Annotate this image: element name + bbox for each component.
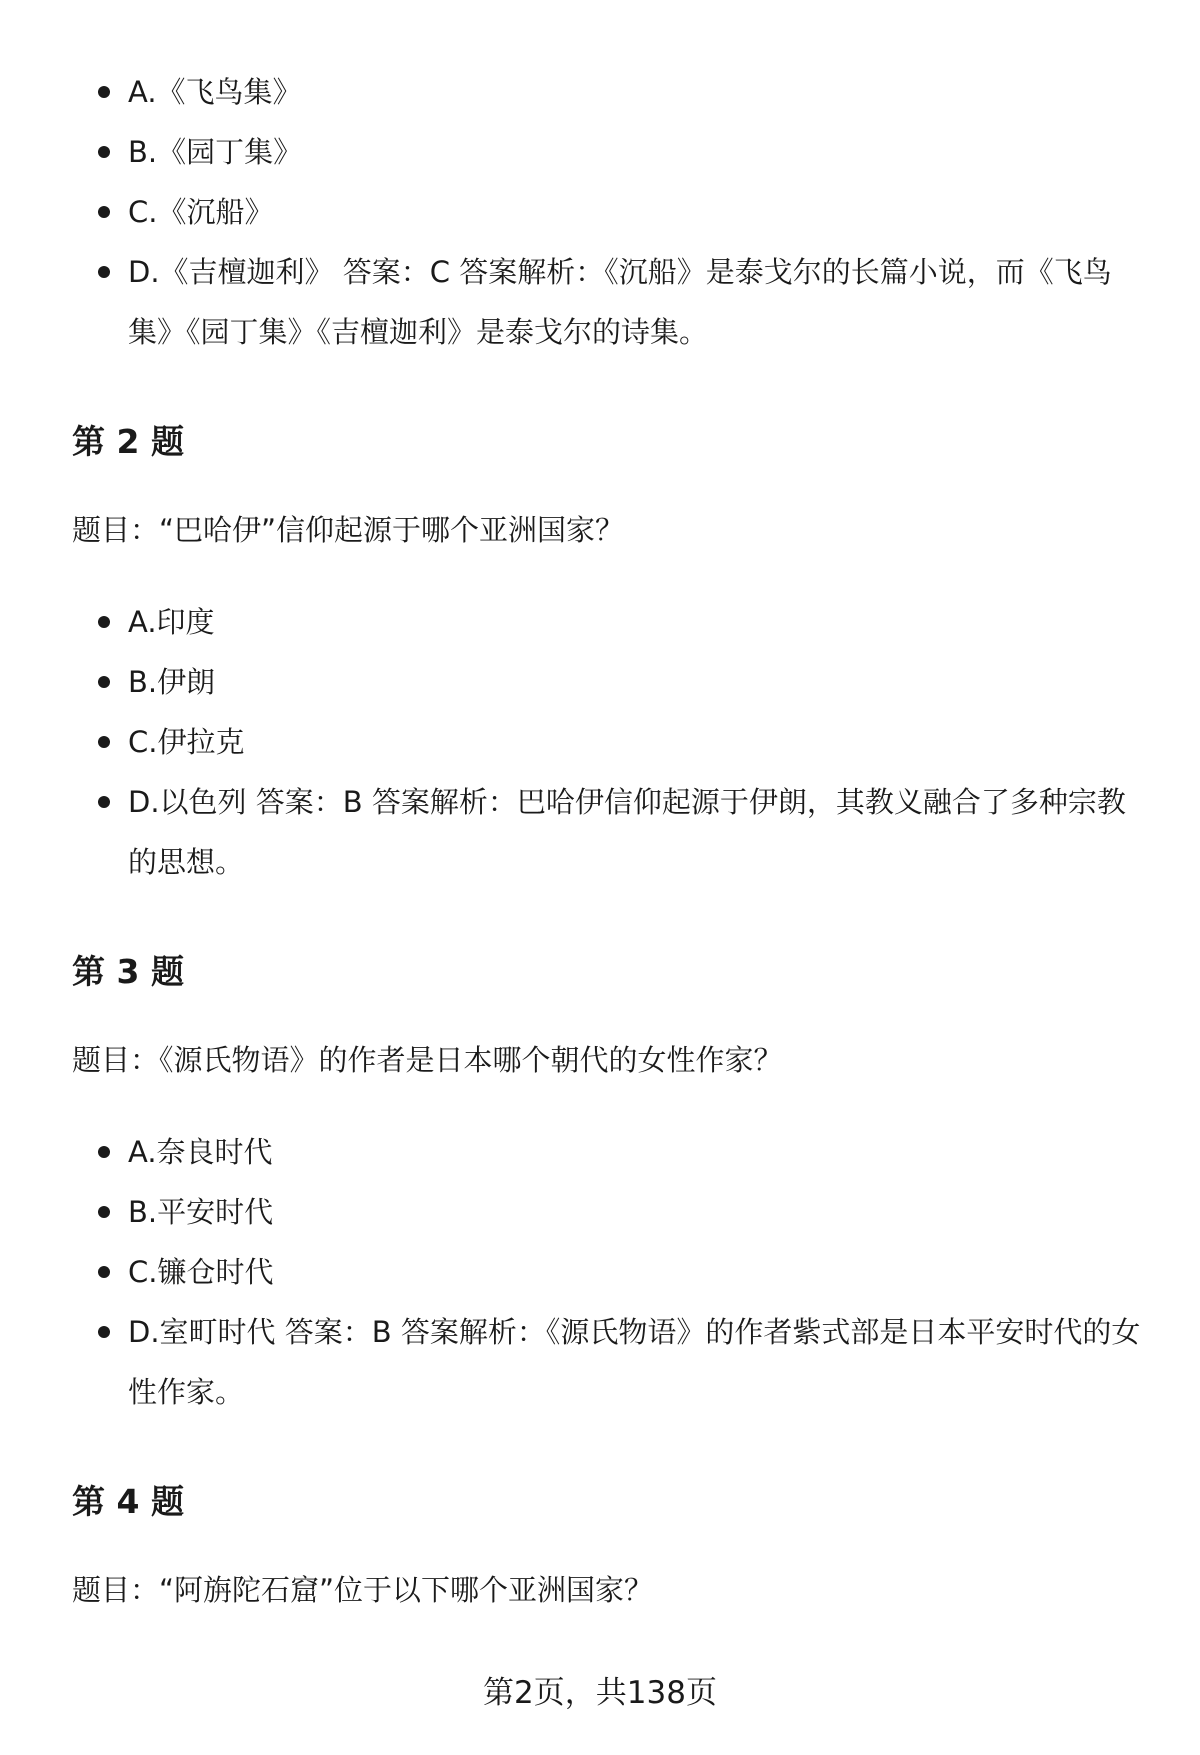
q3-options [72,1122,1142,1422]
q2-title: 第 2 题 [72,422,184,461]
q2-option-d-answer: D.以色列 答案：B 答案解析：巴哈伊信仰起源于伊朗，其教义融合了多种宗教的思想。 [72,772,1142,892]
q4-title: 第 4 题 [72,1482,184,1521]
q2-option-b: B.伊朗 [72,652,1142,712]
q1-option-a: A.《飞鸟集》 [72,62,1142,122]
q3-option-c: C.镰仓时代 [72,1242,1142,1302]
q1-option-b: B.《园丁集》 [72,122,1142,182]
q3-option-a: A.奈良时代 [72,1122,1142,1182]
q4-question: 题目：“阿旃陀石窟”位于以下哪个亚洲国家？ [72,1573,654,1607]
q2-option-c: C.伊拉克 [72,712,1142,772]
q2-option-a: A.印度 [72,592,1142,652]
page-number-footer: 第2页，共138页 [483,1675,717,1711]
q1-options [72,62,1142,362]
q3-option-d-answer: D.室町时代 答案：B 答案解析：《源氏物语》的作者紫式部是日本平安时代的女性作家。 [72,1302,1142,1422]
q1-option-d-answer: D.《吉檀迦利》 答案：C 答案解析：《沉船》是泰戈尔的长篇小说，而《飞鸟集》《园丁集》《吉檀迦利》是泰戈尔的诗集。 [72,242,1142,362]
q3-option-b: B.平安时代 [72,1182,1142,1242]
q1-option-c: C.《沉船》 [72,182,1142,242]
q2-question: 题目：“巴哈伊”信仰起源于哪个亚洲国家？ [72,513,625,547]
q3-question: 题目：《源氏物语》的作者是日本哪个朝代的女性作家？ [72,1043,783,1077]
document-body [72,62,1142,1610]
q2-options [72,592,1142,892]
q3-title: 第 3 题 [72,952,184,991]
